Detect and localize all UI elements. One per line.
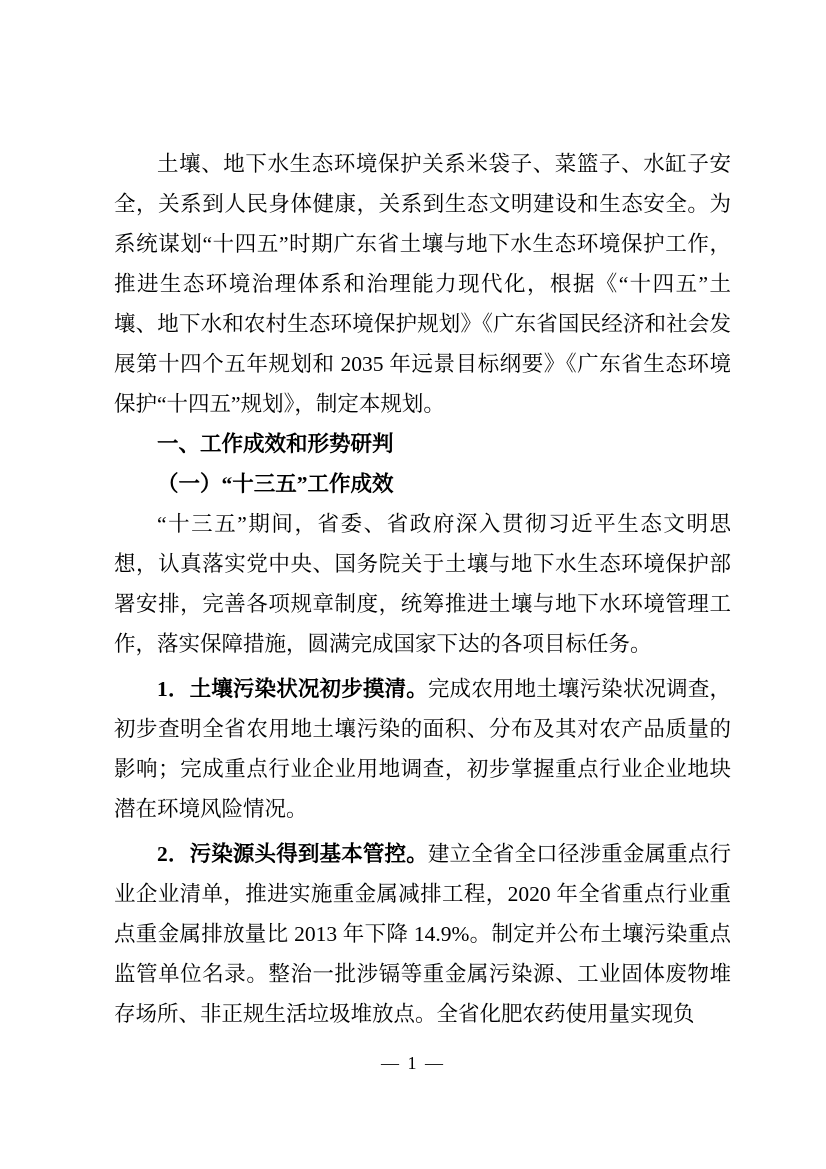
item-2-text: 建立全省全口径涉重金属重点行业企业清单，推进实施重金属减排工程，2020 年全省重点行业重点重金属排放量比 2013 年下降 14.9%。制定并公布土壤污染重点监管单位名录。整治一批涉镉等重金属污染源、工业固体废物堆存场所、非正规生活垃圾堆放点。全省化肥农药使用量实现负 <box>114 842 731 1026</box>
page-number: — 1 — <box>381 1053 445 1073</box>
paragraph-item-1 <box>114 669 731 829</box>
item-1-lead: 1．土壤污染状况初步摸清。 <box>157 677 428 701</box>
item-2-lead: 2．污染源头得到基本管控。 <box>157 842 428 866</box>
paragraph-shisanwu: “十三五”期间，省委、省政府深入贯彻习近平生态文明思想，认真落实党中央、国务院关于土壤与地下水生态环境保护部署安排，完善各项规章制度，统筹推进土壤与地下水环境管理工作，落实保障措施，圆满完成国家下达的各项目标任务。 <box>114 512 731 656</box>
paragraph-intro: 土壤、地下水生态环境保护关系米袋子、菜篮子、水缸子安全，关系到人民身体健康，关系到生态文明建设和生态安全。为系统谋划“十四五”时期广东省土壤与地下水生态环境保护工作，推进生态环境治理体系和治理能力现代化，根据《“十四五”土壤、地下水和农村生态环境保护规划》《广东省国民经济和社会发展第十四个五年规划和 2035 年远景目标纲要》《广东省生态环境保护“十四五”规划》，制定本规划。 <box>114 152 731 416</box>
item-1-text: 完成农用地土壤污染状况调查，初步查明全省农用地土壤污染的面积、分布及其对农产品质量的影响；完成重点行业企业用地调查，初步掌握重点行业企业地块潜在环境风险情况。 <box>114 677 731 821</box>
paragraph-item-2 <box>114 834 731 1034</box>
section-heading: 一、工作成效和形势研判 <box>157 432 394 456</box>
subsection-heading: （一）“十三五”工作成效 <box>157 472 394 496</box>
